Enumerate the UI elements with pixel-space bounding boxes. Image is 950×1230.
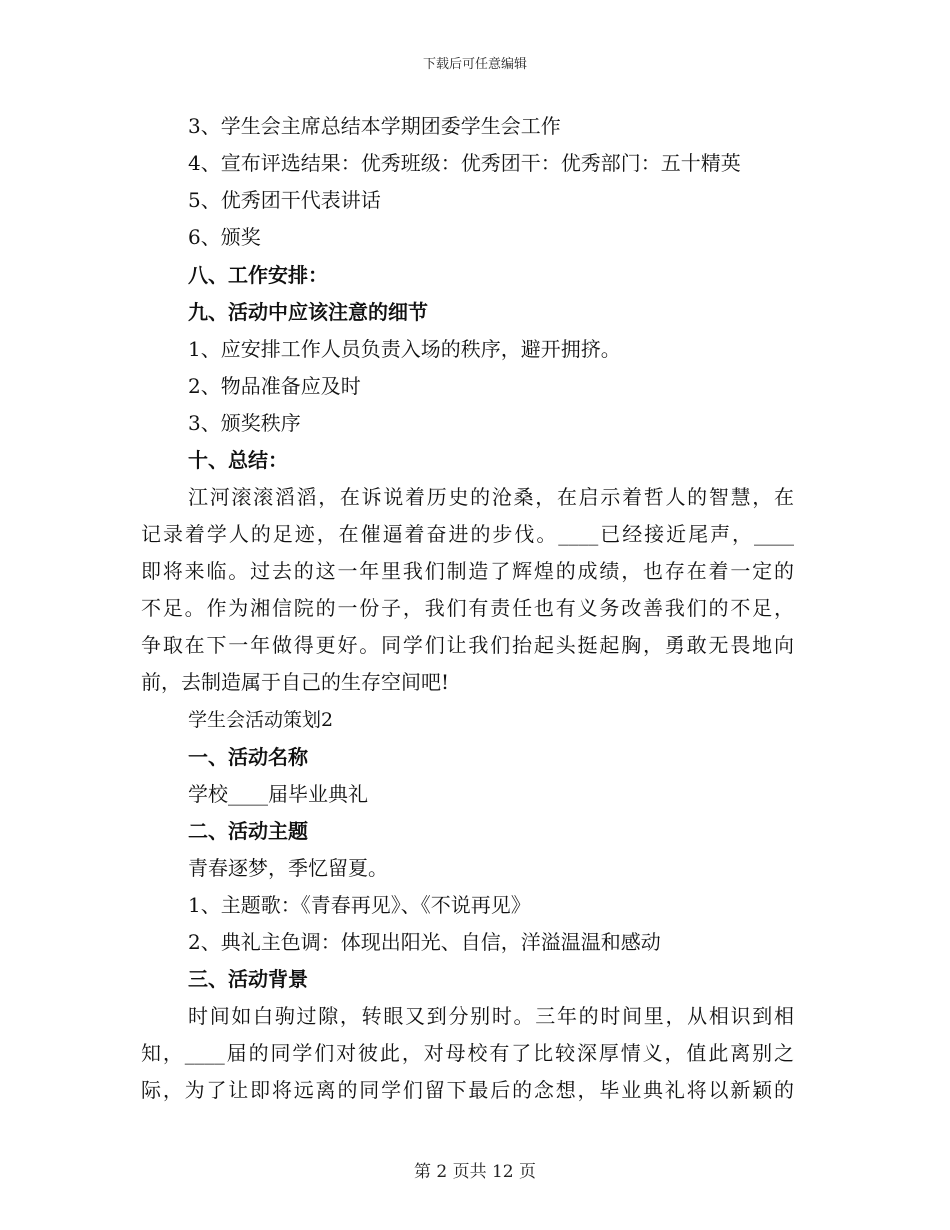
page-footer: 第 2 页共 12 页 [413, 1162, 537, 1182]
section-heading: 九、活动中应该注意的细节 [188, 300, 428, 324]
list-item: 1、应安排工作人员负责入场的秩序，避开拥挤。 [188, 337, 621, 361]
page-header: 下载后可任意编辑 [422, 57, 527, 72]
list-item: 6、颁奖 [188, 225, 261, 249]
section-heading: 三、活动背景 [188, 967, 308, 991]
paragraph-line: 记录着学人的足迹，在催逼着奋进的步伐。____已经接近尾声，____ [141, 522, 794, 546]
list-item: 5、优秀团干代表讲话 [188, 188, 381, 212]
paragraph-line: 时间如白驹过隙，转眼又到分别时。三年的时间里，从相识到相 [188, 1004, 794, 1028]
section-heading: 十、总结： [188, 448, 288, 472]
document-subtitle: 学生会活动策划2 [188, 709, 334, 731]
section-heading: 一、活动名称 [188, 745, 308, 769]
list-item: 3、颁奖秩序 [188, 411, 301, 435]
list-item: 2、典礼主色调：体现出阳光、自信，洋溢温温和感动 [188, 930, 661, 954]
list-item: 4、宣布评选结果：优秀班级：优秀团干：优秀部门：五十精英 [188, 151, 741, 175]
paragraph-line: 不足。作为湘信院的一份子，我们有责任也有义务改善我们的不足， [141, 596, 794, 620]
paragraph-line: 青春逐梦，季忆留夏。 [188, 856, 388, 880]
paragraph-line: 江河滚滚滔滔，在诉说着历史的沧桑，在启示着哲人的智慧，在 [188, 485, 794, 509]
list-item: 1、主题歌：《青春再见》、《不说再见》 [188, 893, 531, 917]
paragraph-line: 争取在下一年做得更好。同学们让我们抬起头挺起胸，勇敢无畏地向 [141, 633, 794, 657]
paragraph-line: 际，为了让即将远离的同学们留下最后的念想，毕业典礼将以新颖的 [141, 1078, 794, 1102]
paragraph-line: 前，去制造属于自己的生存空间吧! [141, 670, 450, 694]
section-heading: 二、活动主题 [188, 819, 308, 843]
section-heading: 八、工作安排： [188, 263, 328, 287]
paragraph-line: 学校____届毕业典礼 [188, 782, 368, 806]
list-item: 3、学生会主席总结本学期团委学生会工作 [188, 114, 561, 138]
paragraph-line: 知，____届的同学们对彼此，对母校有了比较深厚情义，值此离别之 [141, 1041, 794, 1065]
list-item: 2、物品准备应及时 [188, 374, 361, 398]
paragraph-line: 即将来临。过去的这一年里我们制造了辉煌的成绩，也存在着一定的 [141, 559, 794, 583]
